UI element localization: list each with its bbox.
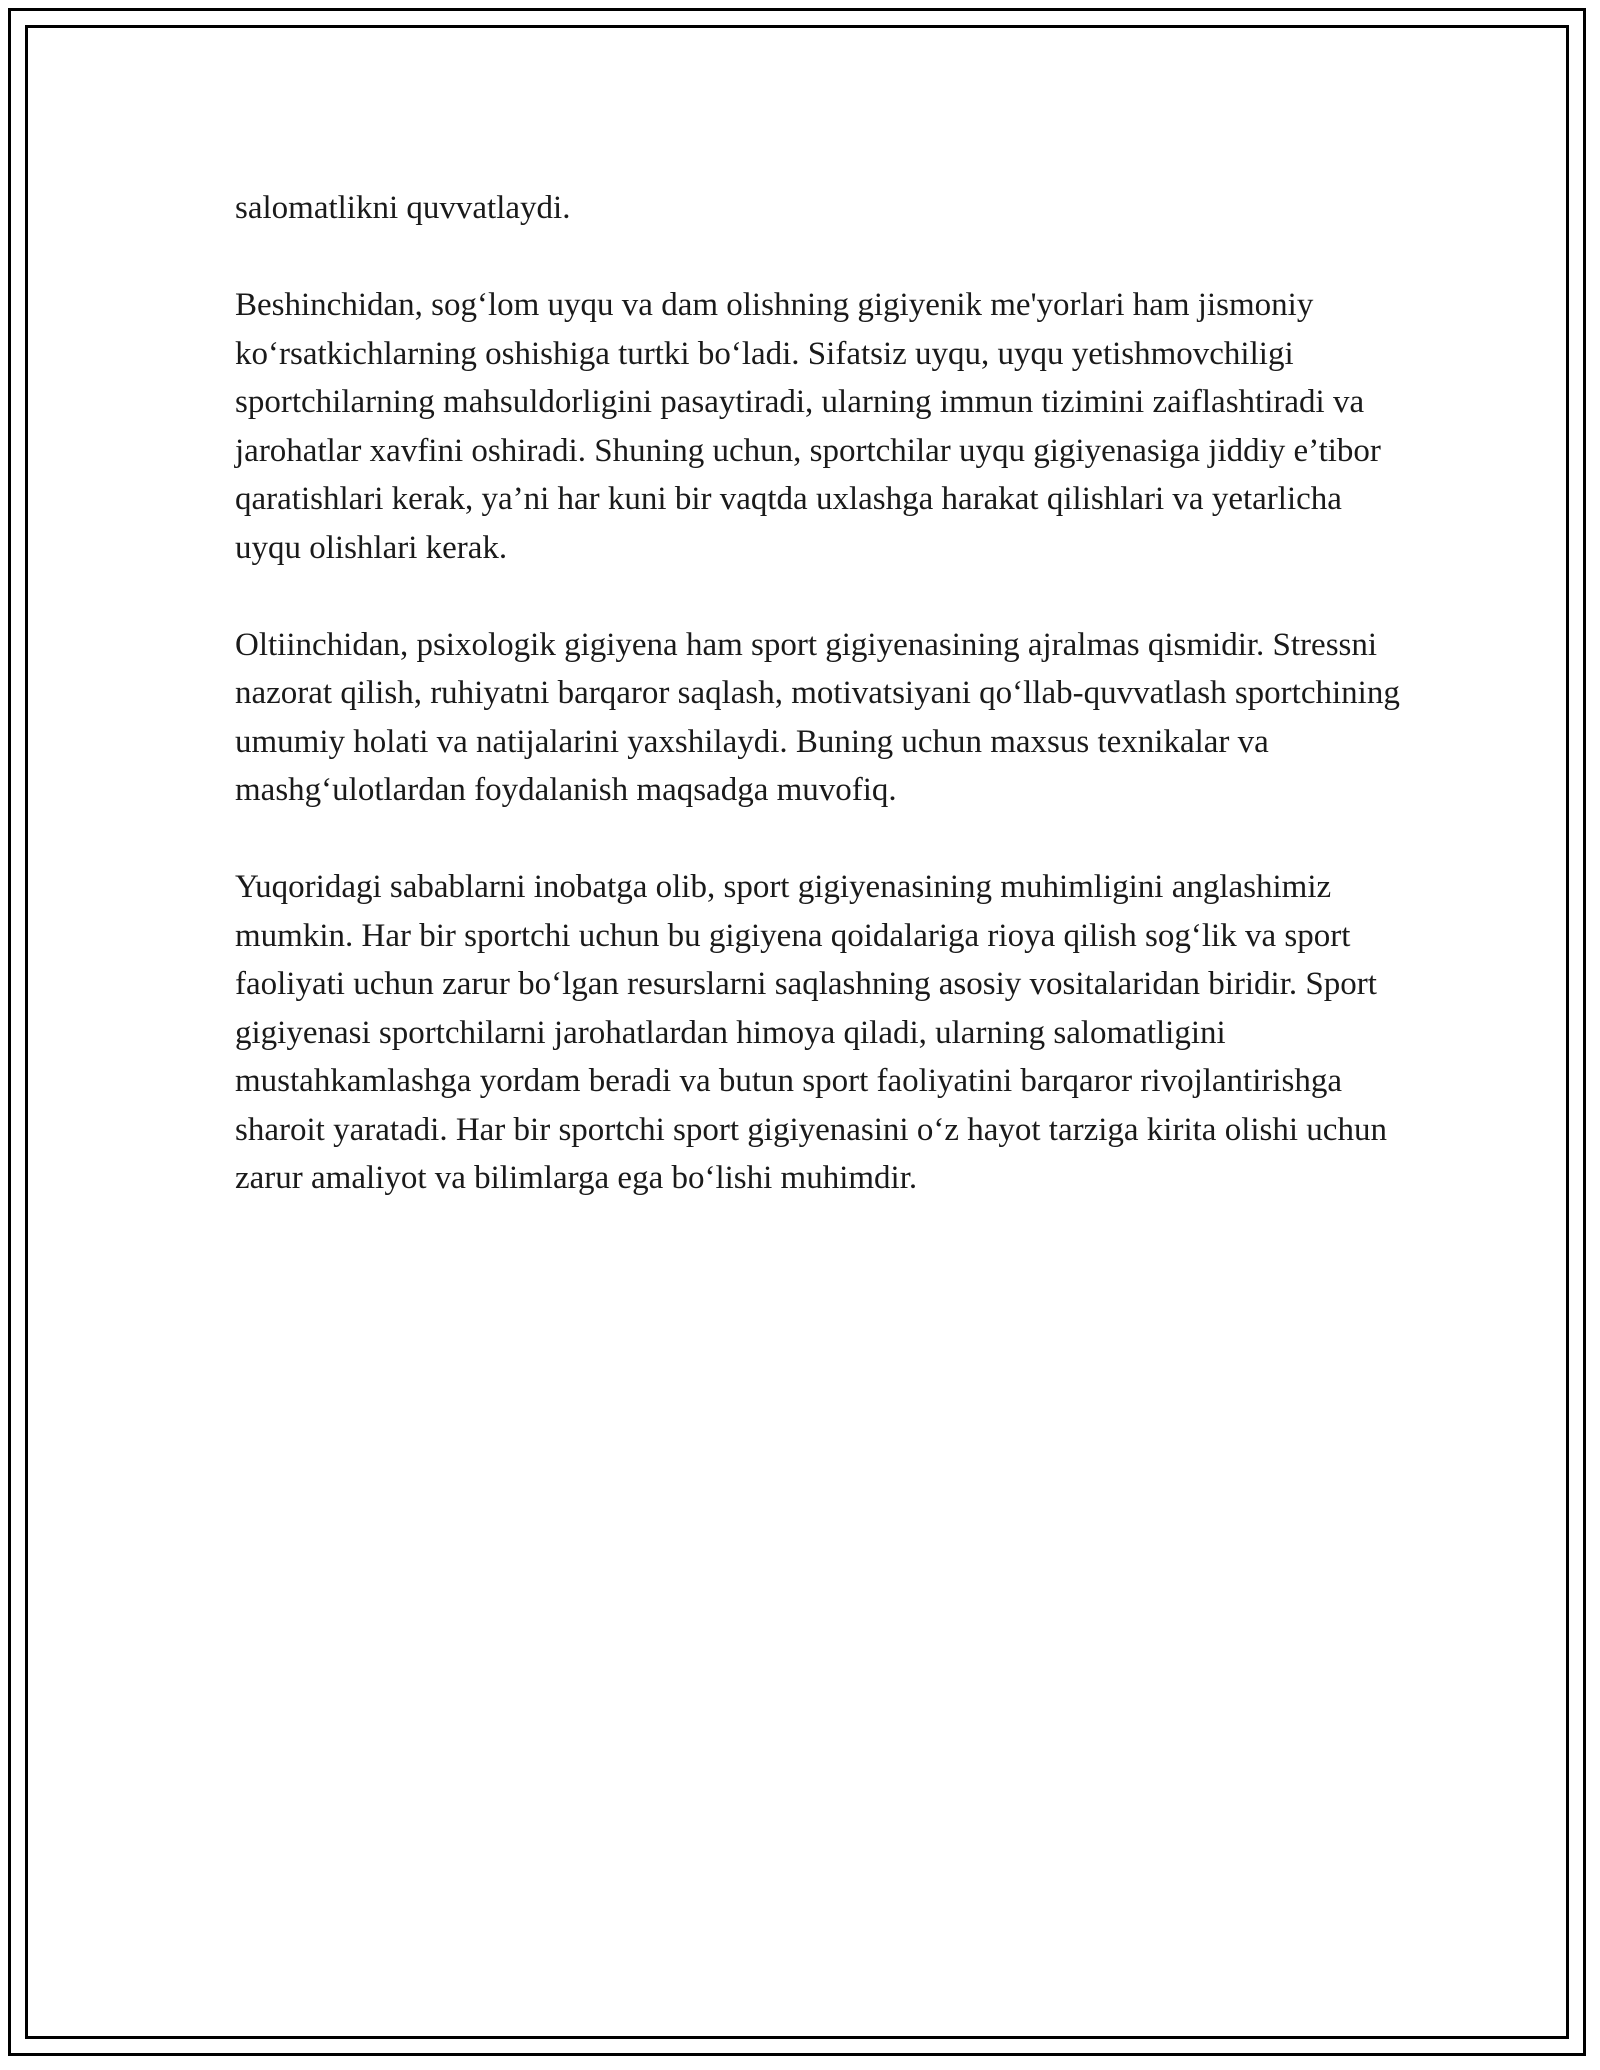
paragraph-sixth-point: Oltiinchidan, psixologik gigiyena ham sport gigiyenasining ajralmas qismidir. Stressni nazorat qilish, ruhiyatni barqaror saqlash, motivatsiyani qo‘llab-quvvatlash sportchining umumiy holati va natijalarini yaxshilaydi. Buning uchun maxsus texnikalar va mashg‘ulotlardan foydalanish maqsadga muvofiq. [235,626,1400,808]
paragraph-conclusion: Yuqoridagi sabablarni inobatga olib, sport gigiyenasining muhimligini anglashimiz mumkin. Har bir sportchi uchun bu gigiyena qoidalariga rioya qilish sog‘lik va sport faoliyati uchun zarur bo‘lgan resurslarni saqlashning asosiy vositalaridan biridir. Sport gigiyenasi sportchilarni jarohatlardan himoya qiladi, ularning salomatligini mustahkamlashga yordam beradi va butun sport faoliyatini barqaror rivojlantirishga sharoit yaratadi. Har bir sportchi sport gigiyenasini o‘z hayot tarziga kirita olishi uchun zarur amaliyot va bilimlarga ega bo‘lishi muhimdir. [235,869,1387,1196]
document-body [235,184,1405,1251]
paragraph-continuation: salomatlikni quvvatlaydi. [235,190,571,226]
paragraph-fifth-point: Beshinchidan, sog‘lom uyqu va dam olishning gigiyenik me'yorlari ham jismoniy ko‘rsatkichlarning oshishiga turtki bo‘ladi. Sifatsiz uyqu, uyqu yetishmovchiligi sportchilarning mahsuldorligini pasaytiradi, ularning immun tizimini zaiflashtiradi va jarohatlar xavfini oshiradi. Shuning uchun, sportchilar uyqu gigiyenasiga jiddiy e’tibor qaratishlari kerak, ya’ni har kuni bir vaqtda uxlashga harakat qilishlari va yetarlicha uyqu olishlari kerak. [235,287,1381,566]
